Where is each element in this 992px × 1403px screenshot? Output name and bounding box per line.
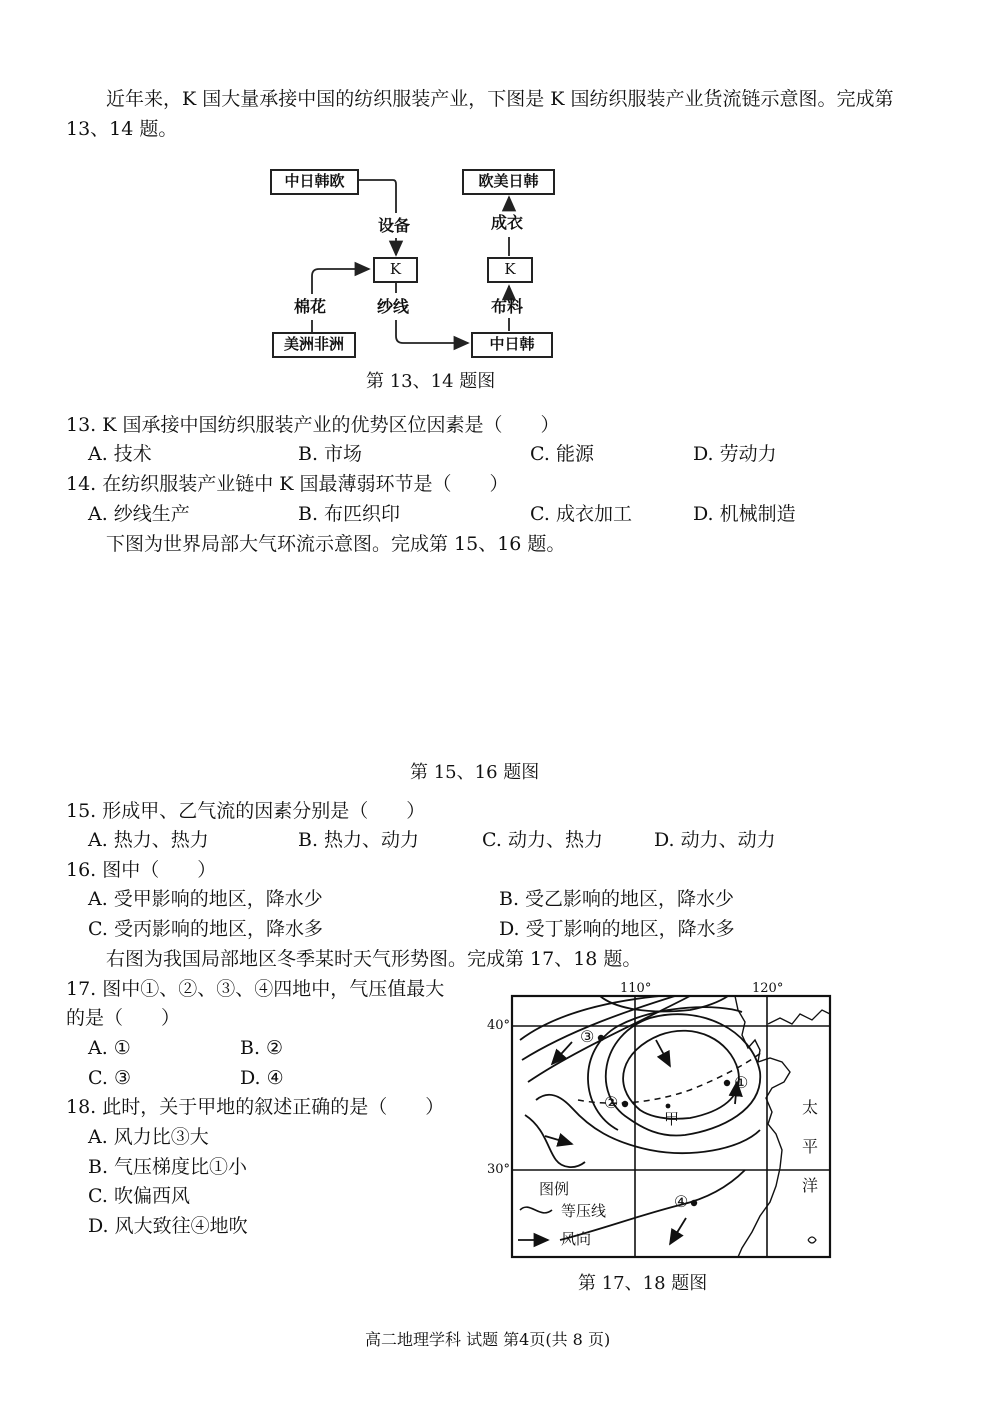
label-equipment: 设备	[378, 216, 411, 235]
coastline	[735, 996, 790, 1257]
q16-stem: 16. 图中（ ）	[66, 859, 217, 881]
box-china-japan-korea: 中日韩	[471, 332, 553, 358]
q16-option-b: B. 受乙影响的地区，降水少	[499, 888, 735, 910]
q15-stem: 15. 形成甲、乙气流的因素分别是（ ）	[66, 800, 426, 822]
label-cotton: 棉花	[294, 297, 327, 316]
box-k-country-1: K	[373, 257, 418, 283]
q16-option-c: C. 受丙影响的地区，降水多	[88, 918, 323, 940]
q13-option-b: B. 市场	[298, 443, 363, 465]
box-europe-america-japan-korea: 欧美日韩	[462, 169, 555, 195]
q17-stem-line2: 的是（ ）	[66, 1007, 181, 1029]
point-3-dot	[598, 1035, 604, 1041]
q16-option-d: D. 受丁影响的地区，降水多	[499, 918, 735, 940]
point-4-dot	[691, 1200, 697, 1206]
intro-13-14-line2: 13、14 题。	[66, 118, 178, 140]
isobars	[520, 996, 760, 1240]
legend-isobar-symbol	[520, 1207, 552, 1213]
map-point-3: ③	[580, 1027, 595, 1046]
point-2-dot	[622, 1101, 628, 1107]
map-ocean-char-3: 洋	[802, 1176, 819, 1195]
map-ocean-char-2: 平	[802, 1137, 819, 1156]
figure-17-18-caption: 第 17、18 题图	[578, 1273, 708, 1294]
box-china-japan-korea-europe: 中日韩欧	[270, 169, 359, 195]
map-longitude-120: 120°	[752, 981, 784, 996]
q13-stem: 13. K 国承接中国纺织服装产业的优势区位因素是（ ）	[66, 414, 560, 436]
label-fabric: 布料	[491, 297, 524, 316]
q13-option-d: D. 劳动力	[693, 443, 777, 465]
map-longitude-110: 110°	[620, 981, 652, 996]
intro-13-14-line1: 近年来，K 国大量承接中国的纺织服装产业，下图是 K 国纺织服装产业货流链示意图。完成第	[106, 88, 894, 110]
q18-option-a: A. 风力比③大	[88, 1126, 209, 1148]
intro-15-16: 下图为世界局部大气环流示意图。完成第 15、16 题。	[106, 533, 566, 555]
q14-option-b: B. 布匹织印	[298, 503, 401, 525]
map-legend-isobar-label: 等压线	[561, 1202, 607, 1220]
q14-option-c: C. 成衣加工	[530, 503, 632, 525]
q17-option-a: A. ①	[88, 1037, 131, 1059]
q18-option-b: B. 气压梯度比①小	[88, 1156, 248, 1178]
page-footer: 高二地理学科 试题 第4页(共 8 页)	[365, 1330, 611, 1349]
q17-option-d: D. ④	[240, 1067, 284, 1089]
map-legend-title: 图例	[539, 1180, 570, 1198]
point-jia-dot	[666, 1104, 671, 1109]
q17-option-c: C. ③	[88, 1067, 131, 1089]
q17-option-b: B. ②	[240, 1037, 284, 1059]
map-point-2: ②	[604, 1093, 619, 1112]
intro-17-18: 右图为我国局部地区冬季某时天气形势图。完成第 17、18 题。	[106, 948, 642, 970]
box-k-country-2: K	[487, 257, 533, 283]
q14-option-a: A. 纱线生产	[88, 503, 190, 525]
q15-option-b: B. 热力、动力	[298, 829, 420, 851]
map-latitude-30: 30°	[487, 1162, 511, 1177]
label-yarn: 纱线	[377, 297, 410, 316]
map-latitude-40: 40°	[487, 1018, 511, 1033]
label-garment: 成衣	[491, 213, 524, 232]
map-point-4: ④	[674, 1192, 689, 1211]
island-taiwan	[808, 1237, 816, 1243]
map-legend-wind-label: 风向	[561, 1230, 592, 1248]
q13-option-a: A. 技术	[88, 443, 152, 465]
map-ocean-char-1: 太	[802, 1098, 819, 1117]
q18-option-d: D. 风大致往④地吹	[88, 1215, 248, 1237]
q14-option-d: D. 机械制造	[693, 503, 796, 525]
q15-option-c: C. 动力、热力	[482, 829, 603, 851]
box-americas-africa: 美洲非洲	[272, 332, 356, 358]
q17-stem-line1: 17. 图中①、②、③、④四地中，气压值最大	[66, 978, 445, 1000]
q16-option-a: A. 受甲影响的地区，降水少	[88, 888, 323, 910]
figure-15-16-caption: 第 15、16 题图	[410, 762, 540, 783]
q13-option-c: C. 能源	[530, 443, 594, 465]
q15-option-a: A. 热力、热力	[88, 829, 209, 851]
map-label-jia: 甲	[664, 1110, 680, 1128]
coastline-north	[768, 1010, 830, 1024]
figure-13-14-caption: 第 13、14 题图	[366, 371, 496, 392]
q15-option-d: D. 动力、动力	[654, 829, 776, 851]
point-1-dot	[724, 1080, 730, 1086]
q14-stem: 14. 在纺织服装产业链中 K 国最薄弱环节是（ ）	[66, 473, 509, 495]
q18-option-c: C. 吹偏西风	[88, 1185, 190, 1207]
q18-stem: 18. 此时，关于甲地的叙述正确的是（ ）	[66, 1096, 445, 1118]
map-point-1: ①	[734, 1073, 749, 1092]
